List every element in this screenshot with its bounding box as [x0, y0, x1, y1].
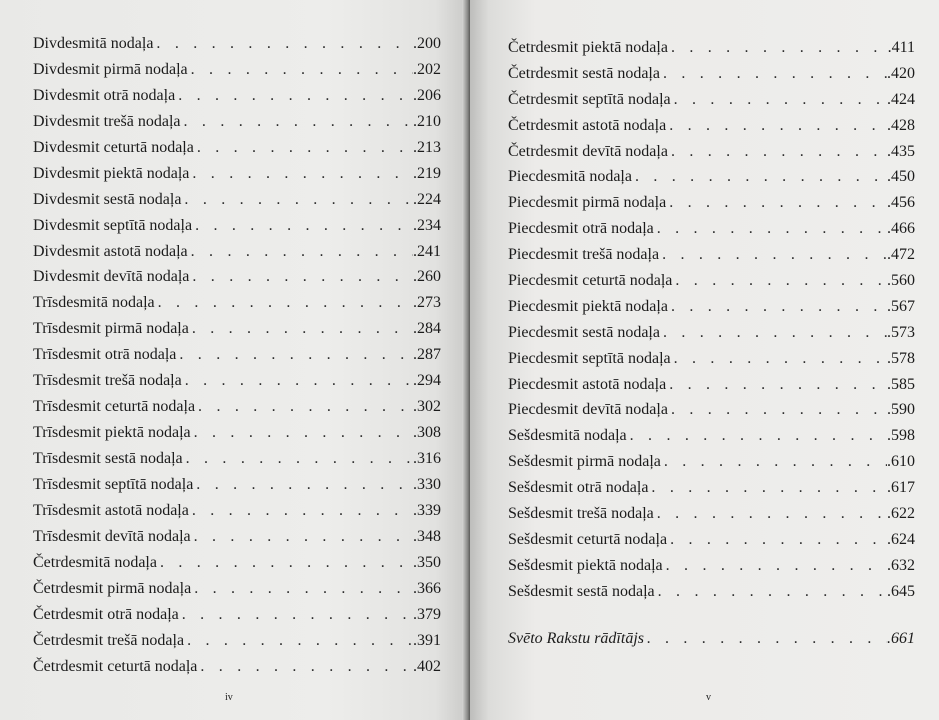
toc-entry [508, 268, 915, 294]
entry-title: Piecdesmit sestā nodaļa [508, 323, 660, 341]
entry-page-number: . 241 [413, 239, 441, 265]
entry-page-number: . 645 [887, 579, 915, 605]
toc-entry [33, 187, 441, 213]
entry-page-number: . 202 [413, 57, 441, 83]
entry-title: Trīsdesmit otrā nodaļa [33, 346, 177, 364]
toc-entry [508, 113, 915, 139]
entry-page-number: . 308 [413, 420, 441, 446]
entry-page-number: . 573 [887, 320, 915, 346]
entry-page-number: . 366 [413, 576, 441, 602]
toc-entry [508, 527, 915, 553]
dot-leader [175, 83, 413, 109]
dot-leader [655, 579, 887, 605]
entry-title: Trīsdesmit sestā nodaļa [33, 450, 183, 467]
entry-title: Četrdesmit sestā nodaļa [508, 64, 660, 82]
dot-leader [667, 527, 887, 553]
dot-leader [179, 602, 413, 628]
dot-leader [193, 472, 413, 498]
toc-entry [33, 628, 441, 654]
entry-page-number: . 560 [887, 268, 915, 294]
entry-page-number: . 260 [413, 264, 441, 290]
entry-title: Sešdesmit pirmā nodaļa [508, 453, 661, 471]
entry-title: Divdesmit piektā nodaļa [33, 164, 190, 182]
dot-leader [666, 372, 887, 398]
dot-leader [671, 87, 887, 113]
entry-page-number: . 466 [887, 216, 915, 242]
entry-page-number: . 391 [413, 628, 441, 654]
dot-leader [181, 187, 413, 213]
toc-entry [508, 164, 915, 190]
dot-leader [189, 161, 413, 187]
entry-title: Četrdesmit trešā nodaļa [33, 631, 185, 649]
entry-title: Trīsdesmit ceturtā nodaļa [33, 398, 196, 416]
entry-page-number: . 330 [413, 472, 441, 498]
toc-entry [33, 368, 441, 394]
entry-title: Sešdesmit trešā nodaļa [508, 505, 654, 523]
scripture-index-entry [508, 626, 915, 652]
entry-title: Sešdesmit sestā nodaļa [508, 582, 655, 600]
entry-title: Svēto Rakstu rādītājs [508, 630, 644, 647]
entry-page-number: . 379 [413, 602, 441, 628]
entry-page-number: . 598 [887, 423, 915, 449]
entry-page-number: . 585 [887, 372, 915, 398]
toc-entry [33, 524, 441, 550]
entry-page-number: . 339 [413, 498, 441, 524]
entry-page-number: . 617 [887, 475, 915, 501]
entry-page-number: . 224 [413, 187, 441, 213]
entry-title: Divdesmit sestā nodaļa [33, 190, 182, 208]
dot-leader [191, 524, 413, 550]
entry-page-number: . 350 [413, 550, 441, 576]
entry-title: Trīsdesmit septītā nodaļa [33, 475, 194, 493]
toc-entry [508, 449, 915, 475]
dot-leader [644, 626, 887, 652]
toc-entry [508, 579, 915, 605]
toc-entry [508, 139, 915, 165]
entry-page-number: . 424 [887, 87, 915, 113]
toc-entry [508, 216, 915, 242]
entry-title: Piecdesmit otrā nodaļa [508, 220, 654, 238]
dot-leader [153, 31, 413, 57]
toc-entry [33, 213, 441, 239]
entry-page-number: . 456 [887, 190, 915, 216]
entry-title: Divdesmitā nodaļa [33, 35, 154, 52]
entry-page-number: . 200 [413, 31, 441, 57]
entry-title: Trīsdesmit astotā nodaļa [33, 501, 189, 519]
toc-entry [508, 397, 915, 423]
entry-title: Divdesmit septītā nodaļa [33, 216, 193, 234]
entry-title: Trīsdesmit piektā nodaļa [33, 424, 191, 442]
entry-title: Piecdesmit devītā nodaļa [508, 401, 668, 419]
dot-leader [632, 164, 887, 190]
toc-entry [508, 242, 915, 268]
entry-page-number: . 402 [413, 654, 441, 680]
dot-leader [627, 423, 887, 449]
entry-title: Divdesmit trešā nodaļa [33, 112, 181, 130]
dot-leader [660, 320, 887, 346]
entry-page-number: . 316 [413, 446, 441, 472]
entry-title: Trīsdesmit pirmā nodaļa [33, 320, 189, 338]
dot-leader [666, 190, 887, 216]
entry-page-number: . 428 [887, 113, 915, 139]
table-of-contents-left [33, 31, 441, 679]
entry-page-number: . 661 [887, 626, 915, 652]
toc-entry [33, 290, 441, 316]
entry-title: Sešdesmit piektā nodaļa [508, 556, 663, 574]
dot-leader [672, 268, 887, 294]
dot-leader [663, 553, 887, 579]
dot-leader [183, 446, 413, 472]
entry-title: Divdesmit devītā nodaļa [33, 268, 190, 286]
dot-leader [192, 213, 413, 239]
entry-page-number: . 578 [887, 346, 915, 372]
toc-entry [508, 423, 915, 449]
entry-title: Divdesmit pirmā nodaļa [33, 60, 188, 78]
entry-page-number: . 284 [413, 316, 441, 342]
entry-page-number: . 210 [413, 109, 441, 135]
dot-leader [191, 420, 413, 446]
toc-entry [33, 472, 441, 498]
entry-title: Četrdesmit septītā nodaļa [508, 90, 671, 108]
entry-page-number: . 472 [887, 242, 915, 268]
entry-title: Piecdesmit astotā nodaļa [508, 375, 667, 393]
table-of-contents-right [508, 35, 915, 605]
entry-title: Divdesmit ceturtā nodaļa [33, 138, 194, 156]
toc-entry [33, 264, 441, 290]
entry-title: Piecdesmit pirmā nodaļa [508, 194, 667, 212]
entry-title: Divdesmit otrā nodaļa [33, 86, 176, 104]
toc-entry [33, 654, 441, 680]
toc-entry [33, 57, 441, 83]
entry-page-number: . 622 [887, 501, 915, 527]
entry-title: Sešdesmit ceturtā nodaļa [508, 530, 668, 548]
entry-title: Piecdesmit piektā nodaļa [508, 297, 668, 315]
entry-title: Četrdesmit astotā nodaļa [508, 116, 667, 134]
entry-title: Piecdesmit ceturtā nodaļa [508, 272, 673, 290]
entry-title: Piecdesmit septītā nodaļa [508, 349, 671, 367]
dot-leader [181, 109, 413, 135]
entry-title: Četrdesmit ceturtā nodaļa [33, 657, 198, 675]
toc-entry [33, 602, 441, 628]
toc-entry [33, 109, 441, 135]
toc-entry [508, 320, 915, 346]
entry-page-number: . 213 [413, 135, 441, 161]
dot-leader [661, 449, 887, 475]
entry-title: Trīsdesmit trešā nodaļa [33, 372, 182, 390]
entry-page-number: . 590 [887, 397, 915, 423]
entry-title: Trīsdesmitā nodaļa [33, 294, 155, 312]
dot-leader [660, 61, 887, 87]
dot-leader [189, 498, 413, 524]
toc-entry [33, 446, 441, 472]
entry-title: Četrdesmit pirmā nodaļa [33, 579, 192, 597]
entry-title: Četrdesmit piektā nodaļa [508, 39, 668, 56]
dot-leader [191, 576, 413, 602]
toc-entry [33, 498, 441, 524]
entry-title: Divdesmit astotā nodaļa [33, 242, 188, 260]
dot-leader [654, 501, 887, 527]
dot-leader [184, 628, 413, 654]
entry-title: Trīsdesmit devītā nodaļa [33, 527, 191, 545]
toc-entry [508, 553, 915, 579]
dot-leader [671, 346, 887, 372]
dot-leader [176, 342, 413, 368]
dot-leader [648, 475, 887, 501]
entry-page-number: . 610 [887, 449, 915, 475]
dot-leader [155, 290, 413, 316]
entry-page-number: . 567 [887, 294, 915, 320]
toc-entry [33, 31, 441, 57]
entry-page-number: . 632 [887, 553, 915, 579]
dot-leader [157, 550, 413, 576]
dot-leader [182, 368, 413, 394]
toc-entry [33, 576, 441, 602]
toc-entry [508, 372, 915, 398]
toc-entry [508, 61, 915, 87]
entry-page-number: . 411 [888, 35, 915, 61]
dot-leader [188, 57, 413, 83]
entry-title: Četrdesmit otrā nodaļa [33, 605, 179, 623]
dot-leader [668, 397, 887, 423]
dot-leader [189, 316, 413, 342]
toc-entry [33, 342, 441, 368]
toc-entry [508, 346, 915, 372]
entry-page-number: . 624 [887, 527, 915, 553]
entry-title: Piecdesmit trešā nodaļa [508, 246, 660, 264]
toc-entry [33, 161, 441, 187]
toc-entry [33, 316, 441, 342]
toc-entry [33, 394, 441, 420]
left-page [0, 0, 468, 720]
entry-page-number: . 206 [413, 83, 441, 109]
toc-entry [33, 550, 441, 576]
entry-page-number: . 294 [413, 368, 441, 394]
toc-entry [508, 190, 915, 216]
entry-page-number: . 273 [413, 290, 441, 316]
toc-entry [508, 294, 915, 320]
dot-leader [654, 216, 887, 242]
toc-entry [33, 420, 441, 446]
dot-leader [194, 135, 413, 161]
toc-entry [33, 239, 441, 265]
toc-entry [508, 475, 915, 501]
page-number-left: iv [225, 692, 233, 703]
dot-leader [668, 294, 887, 320]
entry-title: Piecdesmitā nodaļa [508, 168, 632, 186]
dot-leader [668, 139, 887, 165]
dot-leader [195, 394, 413, 420]
entry-page-number: . 450 [887, 164, 915, 190]
toc-entry [508, 87, 915, 113]
entry-page-number: . 348 [413, 524, 441, 550]
page-number-right: v [706, 692, 711, 703]
entry-page-number: . 234 [413, 213, 441, 239]
toc-entry [33, 135, 441, 161]
entry-page-number: . 302 [413, 394, 441, 420]
dot-leader [668, 35, 888, 61]
entry-title: Sešdesmit otrā nodaļa [508, 479, 649, 497]
entry-title: Sešdesmitā nodaļa [508, 427, 627, 445]
toc-entry [508, 501, 915, 527]
entry-page-number: . 435 [887, 139, 915, 165]
toc-entry [33, 83, 441, 109]
dot-leader [188, 239, 413, 265]
right-page [470, 0, 939, 720]
dot-leader [659, 242, 887, 268]
dot-leader [197, 654, 413, 680]
entry-title: Četrdesmit devītā nodaļa [508, 142, 668, 160]
entry-page-number: . 219 [413, 161, 441, 187]
entry-page-number: . 420 [887, 61, 915, 87]
entry-title: Četrdesmitā nodaļa [33, 553, 157, 571]
dot-leader [666, 113, 887, 139]
toc-entry [508, 35, 915, 61]
dot-leader [189, 264, 413, 290]
entry-page-number: . 287 [413, 342, 441, 368]
